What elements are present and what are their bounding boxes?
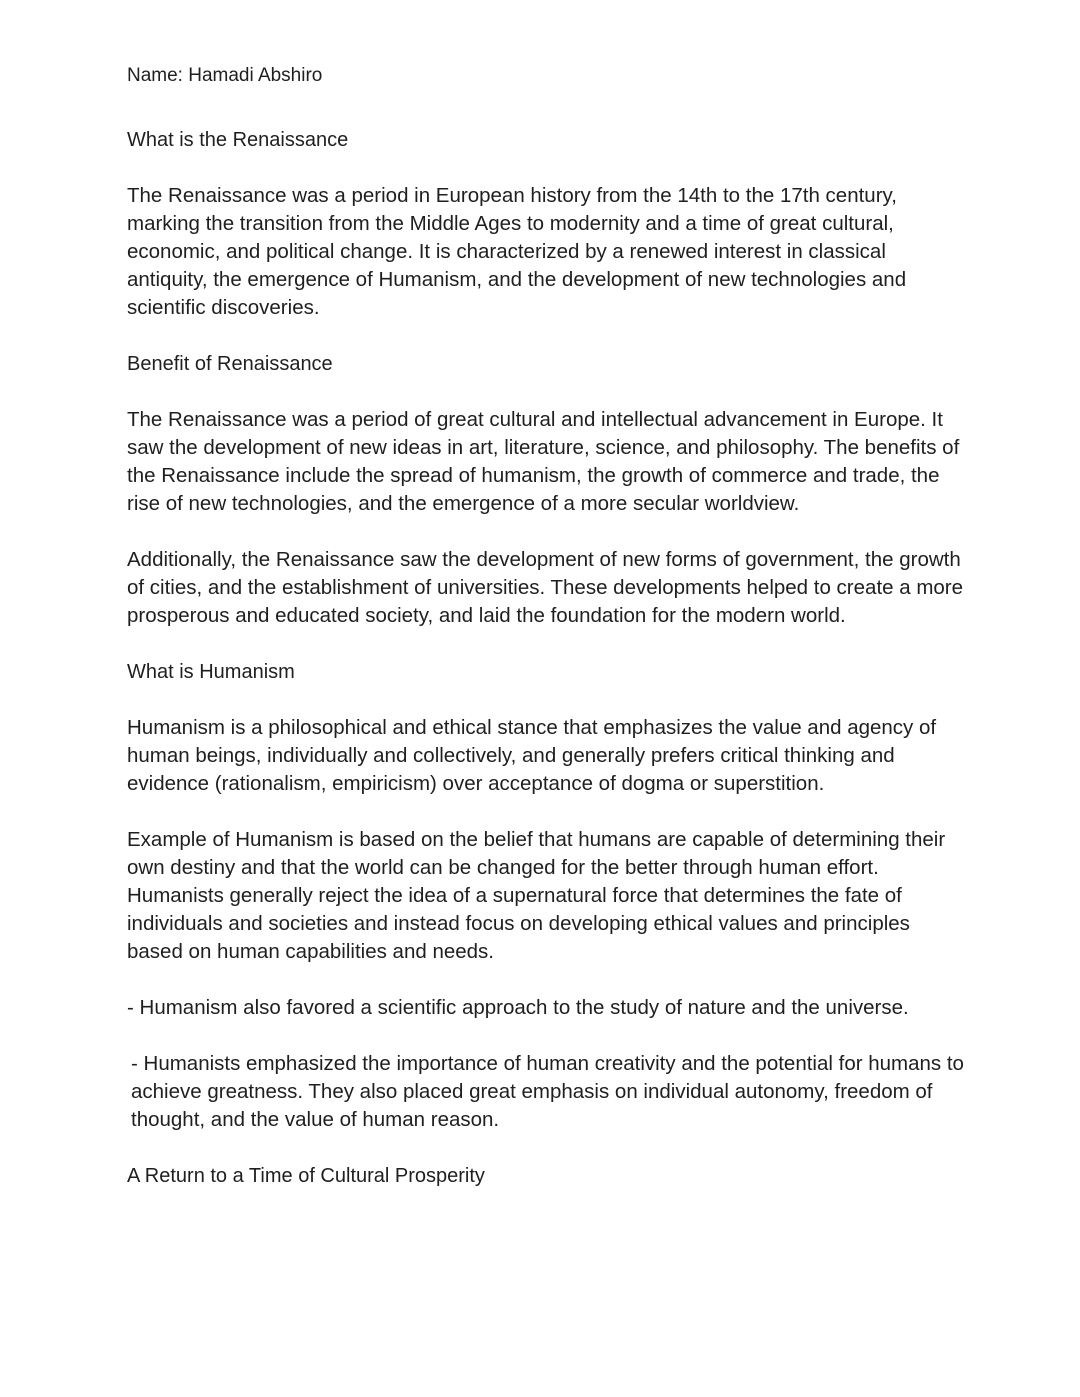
bullet-humanism-scientific: - Humanism also favored a scientific approach to the study of nature and the universe. <box>127 996 909 1019</box>
student-name: Name: Hamadi Abshiro <box>127 65 323 86</box>
heading-what-is-renaissance: What is the Renaissance <box>127 129 349 151</box>
paragraph-humanism-example: Example of Humanism is based on the belief that humans are capable of determining their own destiny and that the world can be changed for the better through human effort. Humanists generally reject the idea of a supernatural force that determines the fate of individuals and societies and instead focus on developing ethical values and principles based on human capabilities and needs. <box>127 828 946 963</box>
heading-benefit-of-renaissance: Benefit of Renaissance <box>127 353 333 375</box>
paragraph-renaissance-definition: The Renaissance was a period in European history from the 14th to the 17th century, marking the transition from the Middle Ages to modernity and a time of great cultural, economic, and political change. It is characterized by a renewed interest in classical antiquity, the emergence of Humanism, and the development of new technologies and scientific discoveries. <box>127 184 907 319</box>
paragraph-renaissance-additional: Additionally, the Renaissance saw the development of new forms of government, the growth of cities, and the establishment of universities. These developments helped to create a more prosperous and educated society, and laid the foundation for the modern world. <box>127 548 964 627</box>
paragraph-renaissance-benefits: The Renaissance was a period of great cultural and intellectual advancement in Europe. It saw the development of new ideas in art, literature, science, and philosophy. The benefits of the Renaissance include the spread of humanism, the growth of commerce and trade, the rise of new technologies, and the emergence of a more secular worldview. <box>127 408 960 515</box>
heading-what-is-humanism: What is Humanism <box>127 661 295 683</box>
paragraph-humanism-definition: Humanism is a philosophical and ethical stance that emphasizes the value and agency of human beings, individually and collectively, and generally prefers critical thinking and evidence (rationalism, empiricism) over acceptance of dogma or superstition. <box>127 716 937 795</box>
heading-return-cultural-prosperity: A Return to a Time of Cultural Prosperity <box>127 1165 485 1187</box>
bullet-humanism-creativity: - Humanists emphasized the importance of human creativity and the potential for humans to achieve greatness. They also placed great emphasis on individual autonomy, freedom of thought, and the value of human reason. <box>131 1052 964 1131</box>
document-body <box>127 62 967 1218</box>
